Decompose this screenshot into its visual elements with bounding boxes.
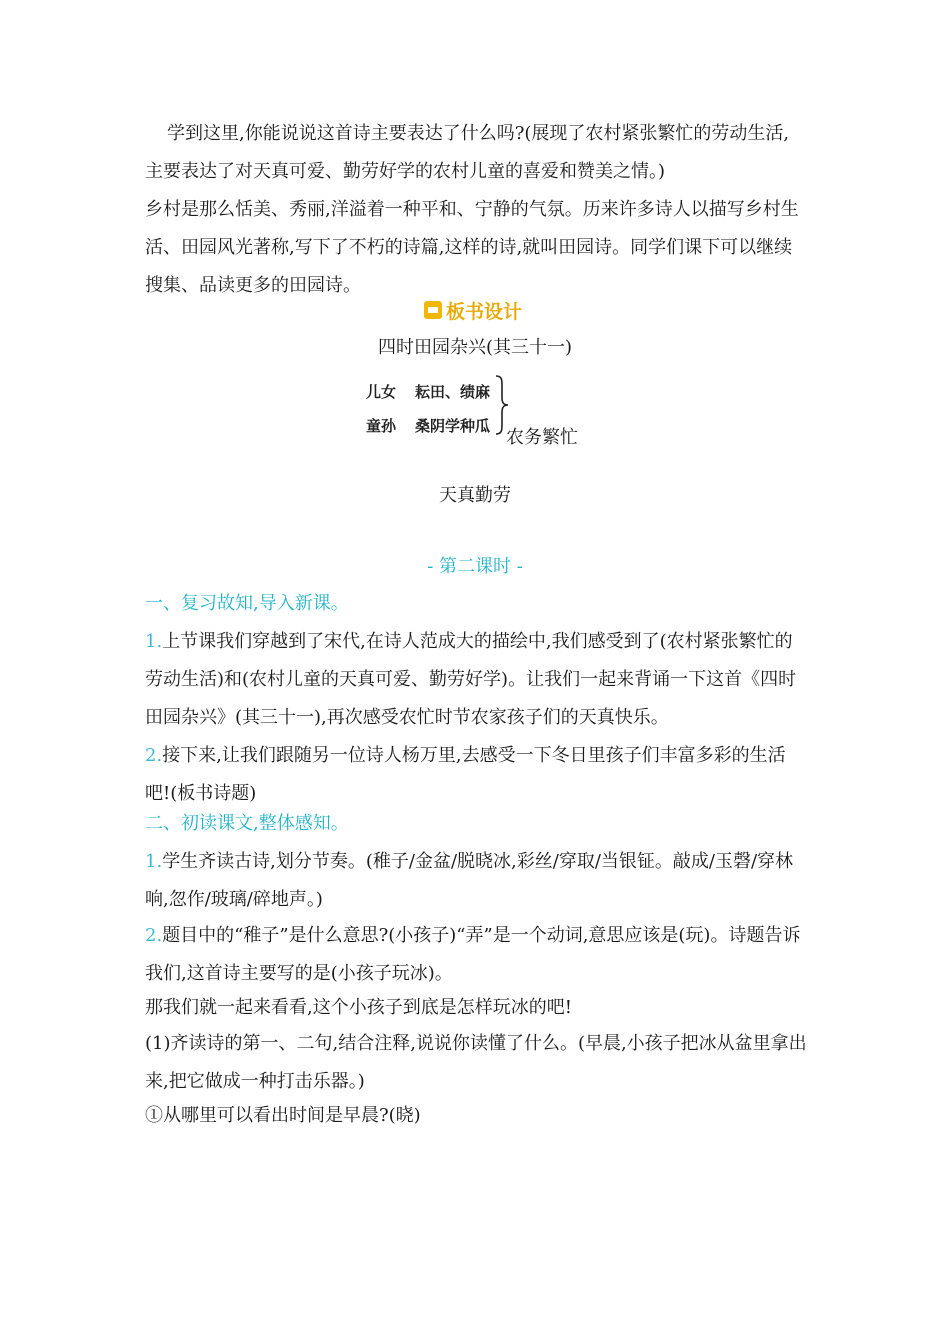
board-design-badge — [424, 296, 522, 324]
intro-paragraph-2: 乡村是那么恬美、秀丽,洋溢着一种平和、宁静的气氛。历来许多诗人以描写乡村生活、田园风光著称,写下了不朽的诗篇,这样的诗,就叫田园诗。同学们课下可以继续搜集、品读更多的田园诗。 — [145, 199, 799, 296]
section-1-item-1-number: 1. — [145, 631, 163, 652]
section-1-heading: 一、复习故知,导入新课。 — [145, 593, 349, 614]
section-2-line-3: 那我们就一起来看看,这个小孩子到底是怎样玩冰的吧! — [145, 997, 572, 1018]
board-row-1-who: 儿女 — [366, 383, 397, 401]
section-2-line-5: ①从哪里可以看出时间是早晨?(晓) — [145, 1105, 421, 1126]
section-1-item-2-text: 接下来,让我们跟随另一位诗人杨万里,去感受一下冬日里孩子们丰富多彩的生活吧!(板书诗题) — [145, 745, 786, 804]
section-2-line-4: (1)齐读诗的第一、二句,结合注释,说说你读懂了什么。(早晨,小孩子把冰从盆里拿出来,把它做成一种打击乐器。) — [145, 1033, 807, 1092]
section-2-item-1-text: 学生齐读古诗,划分节奏。(稚子/金盆/脱晓冰,彩丝/穿取/当银钲。敲成/玉磬/穿林响,忽作/玻璃/碎地声。) — [145, 851, 794, 910]
section-2-item-1-number: 1. — [145, 851, 163, 872]
section-2-item-1 — [145, 843, 807, 919]
board-row-1-what: 耘田、绩麻 — [415, 383, 491, 401]
section-1-item-1 — [145, 623, 807, 737]
intro-paragraph-1: 学到这里,你能说说这首诗主要表达了什么吗?(展现了农村紧张繁忙的劳动生活,主要表达了对天真可爱、勤劳好学的农村儿童的喜爱和赞美之情。) — [145, 123, 790, 182]
section-1-item-1-text: 上节课我们穿越到了宋代,在诗人范成大的描绘中,我们感受到了(农村紧张繁忙的劳动生活)和(农村儿童的天真可爱、勤劳好学)。让我们一起来背诵一下这首《四时田园杂兴》(其三十一),再次感受农忙时节农家孩子们的天真快乐。 — [145, 631, 797, 728]
board-bottom-text: 天真勤劳 — [439, 485, 511, 506]
section-1-item-2-number: 2. — [145, 745, 163, 766]
board-summary: 农务繁忙 — [506, 427, 578, 448]
board-icon — [424, 301, 442, 319]
board-row-2-what: 桑阴学种瓜 — [415, 417, 491, 435]
section-2-item-2-number: 2. — [145, 925, 163, 946]
lesson-2-title: - 第二课时 - — [427, 556, 523, 577]
board-row-2-who: 童孙 — [366, 417, 397, 435]
board-design-label: 板书设计 — [446, 300, 523, 323]
section-2-heading: 二、初读课文,整体感知。 — [145, 813, 349, 834]
section-2-item-2-text: 题目中的“稚子”是什么意思?(小孩子)“弄”是一个动词,意思应该是(玩)。诗题告诉我们,这首诗主要写的是(小孩子玩冰)。 — [145, 925, 801, 984]
board-title: 四时田园杂兴(其三十一) — [377, 337, 573, 358]
section-1-item-2 — [145, 737, 807, 813]
section-2-item-2 — [145, 917, 807, 993]
